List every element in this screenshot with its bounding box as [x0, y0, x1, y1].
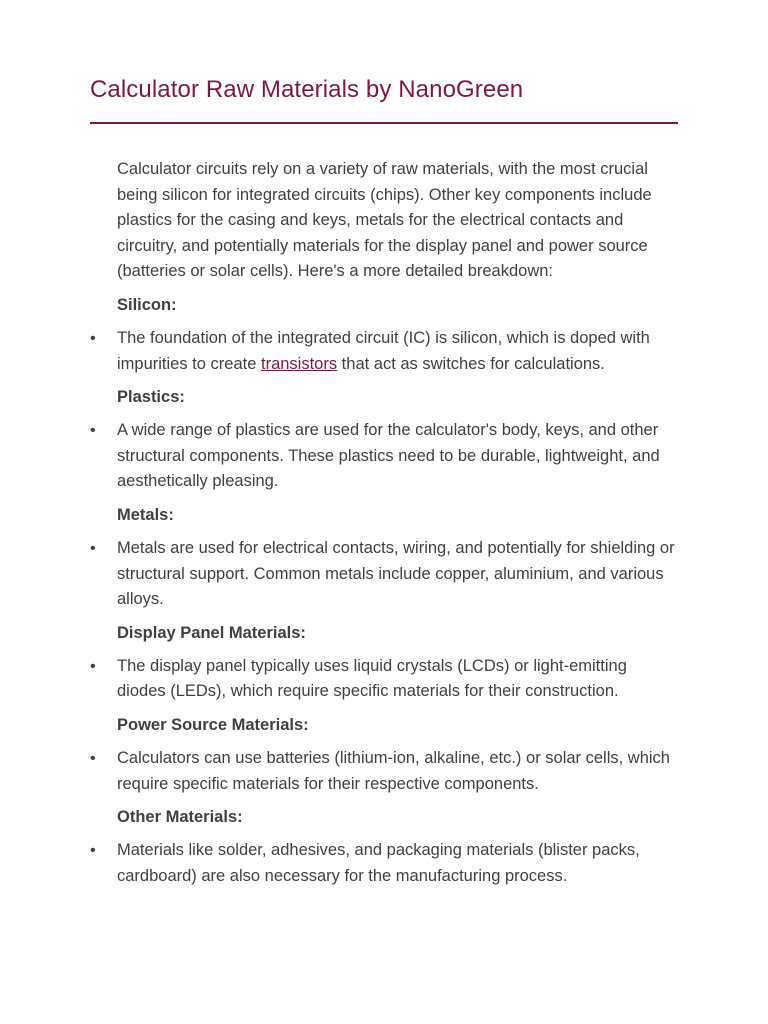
page-title: Calculator Raw Materials by NanoGreen [90, 76, 524, 103]
intro-paragraph: Calculator circuits rely on a variety of raw materials, with the most crucial being silicon for integrated circuits (chips). Other key components include plastics for the casing and keys, metals for the electrical contacts and circuitry, and potentially materials for the display panel and power source (batteries or solar cells). Here's a more detailed breakdown: [117, 160, 652, 281]
transistors-link[interactable]: transistors [260, 354, 338, 373]
bullet-icon: • [90, 539, 96, 557]
section-heading-plastics: Plastics: [117, 388, 185, 407]
list-item-text: Metals are used for electrical contacts, wiring, and potentially for shielding or structural support. Common metals include copper, aluminium, and various alloys. [117, 538, 675, 609]
bullet-icon: • [90, 329, 96, 347]
list-item-silicon [0, 326, 768, 377]
bullet-icon: • [90, 749, 96, 767]
list-item-text-after-link: that act as switches for calculations. [337, 354, 605, 373]
list-item-text [117, 326, 679, 377]
bullet-icon: • [90, 657, 96, 675]
section-heading-power-source: Power Source Materials: [117, 715, 309, 734]
list-item-text: A wide range of plastics are used for the calculator's body, keys, and other structural components. These plastics need to be durable, lightweight, and aesthetically pleasing. [117, 421, 660, 491]
list-item-text: Materials like solder, adhesives, and packaging materials (blister packs, cardboard) are also necessary for the manufacturing process. [117, 841, 640, 885]
list-item-power-source [0, 746, 768, 797]
title-divider [90, 122, 678, 124]
list-item-metals [0, 536, 768, 613]
section-heading-display-panel: Display Panel Materials: [117, 623, 306, 642]
section-heading-silicon: Silicon: [117, 295, 177, 314]
document-body [0, 157, 768, 889]
list-item-other-materials [0, 838, 768, 889]
list-item-text: The display panel typically uses liquid crystals (LCDs) or light-emitting diodes (LEDs), which require specific materials for their construction. [117, 656, 627, 701]
list-item-text-before-link: The foundation of the integrated circuit (IC) is silicon, which is doped with impurities to create [117, 328, 650, 373]
section-heading-metals: Metals: [117, 505, 174, 524]
list-item-text: Calculators can use batteries (lithium-ion, alkaline, etc.) or solar cells, which require specific materials for their respective components. [117, 748, 670, 793]
list-item-plastics [0, 418, 768, 495]
section-heading-other-materials: Other Materials: [117, 808, 243, 827]
list-item-display-panel [0, 654, 768, 705]
bullet-icon: • [90, 842, 96, 860]
bullet-icon: • [90, 422, 96, 440]
